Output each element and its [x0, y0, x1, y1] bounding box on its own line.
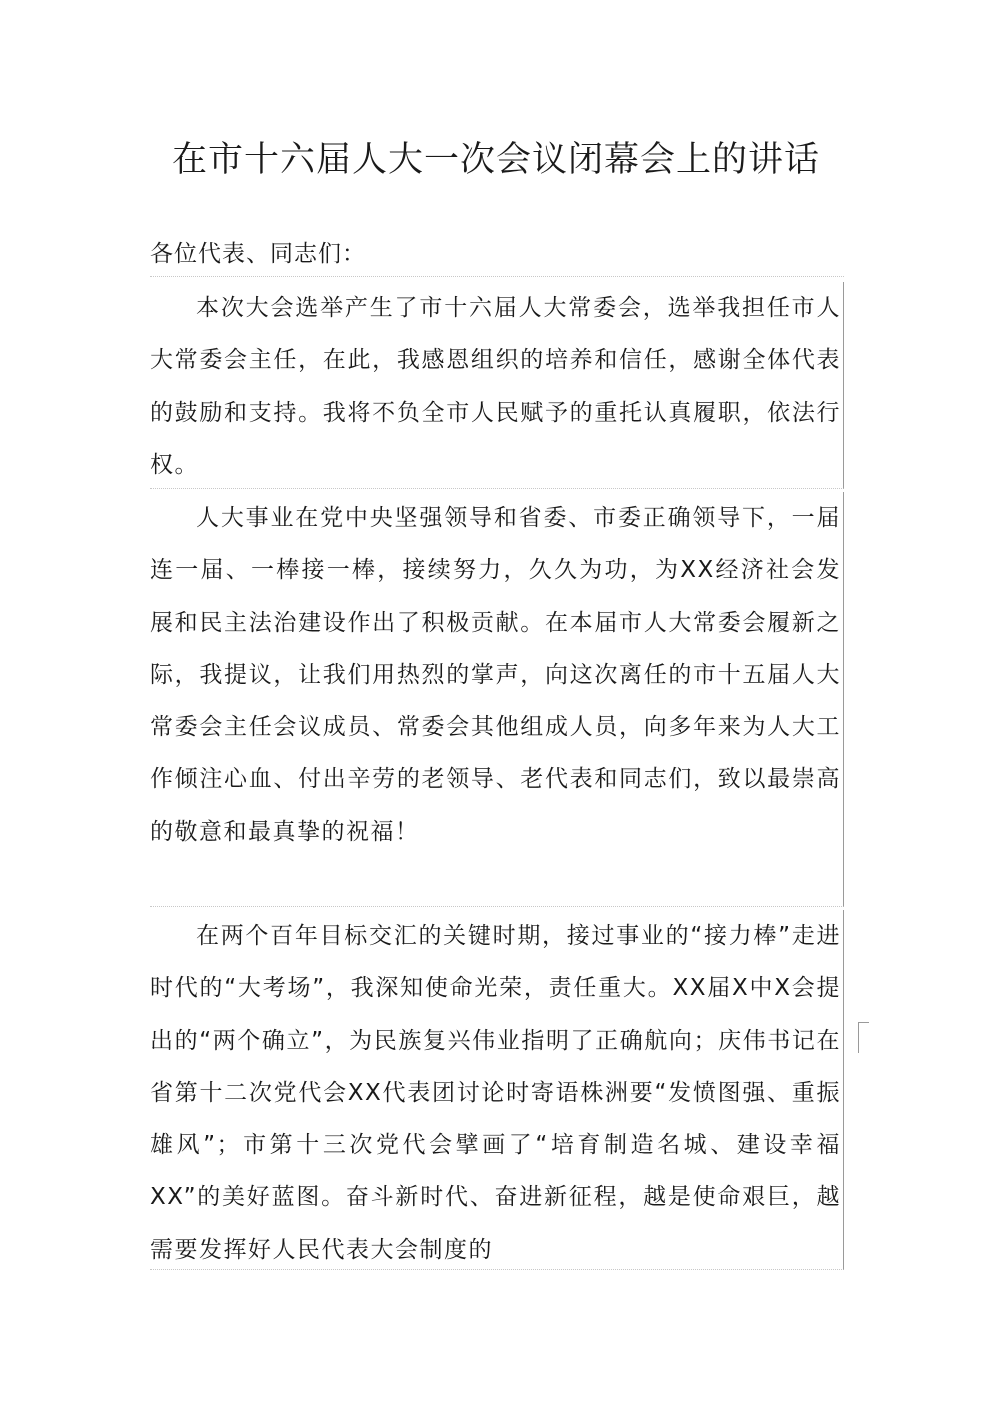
text-boundary-mark [858, 1022, 869, 1053]
paragraph-1: 本次大会选举产生了市十六届人大常委会，选举我担任市人大常委会主任，在此，我感恩组织的培养和信任，感谢全体代表的鼓励和支持。我将不负全市人民赋予的重托认真履职，依法行权。 [150, 282, 844, 489]
salutation: 各位代表、同志们： [150, 232, 844, 277]
paragraph-3: 在两个百年目标交汇的关键时期，接过事业的“接力棒”走进时代的“大考场”，我深知使命光荣，责任重大。XX届X中X会提出的“两个确立”，为民族复兴伟业指明了正确航向；庆伟书记在省第十二次党代会XX代表团讨论时寄语株洲要“发愤图强、重振雄风”；市第十三次党代会擘画了“培育制造名城、建设幸福XX”的美好蓝图。奋斗新时代、奋进新征程，越是使命艰巨，越需要发挥好人民代表大会制度的 [150, 910, 844, 1270]
paragraph-2: 人大事业在党中央坚强领导和省委、市委正确领导下，一届连一届、一棒接一棒，接续努力，久久为功，为XX经济社会发展和民主法治建设作出了积极贡献。在本届市人大常委会履新之际，我提议，让我们用热烈的掌声，向这次离任的市十五届人大常委会主任会议成员、常委会其他组成人员，向多年来为人大工作倾注心血、付出辛劳的老领导、老代表和同志们，致以最崇高的敬意和最真挚的祝福！ [150, 492, 844, 907]
page-title: 在市十六届人大一次会议闭幕会上的讲话 [171, 140, 820, 180]
